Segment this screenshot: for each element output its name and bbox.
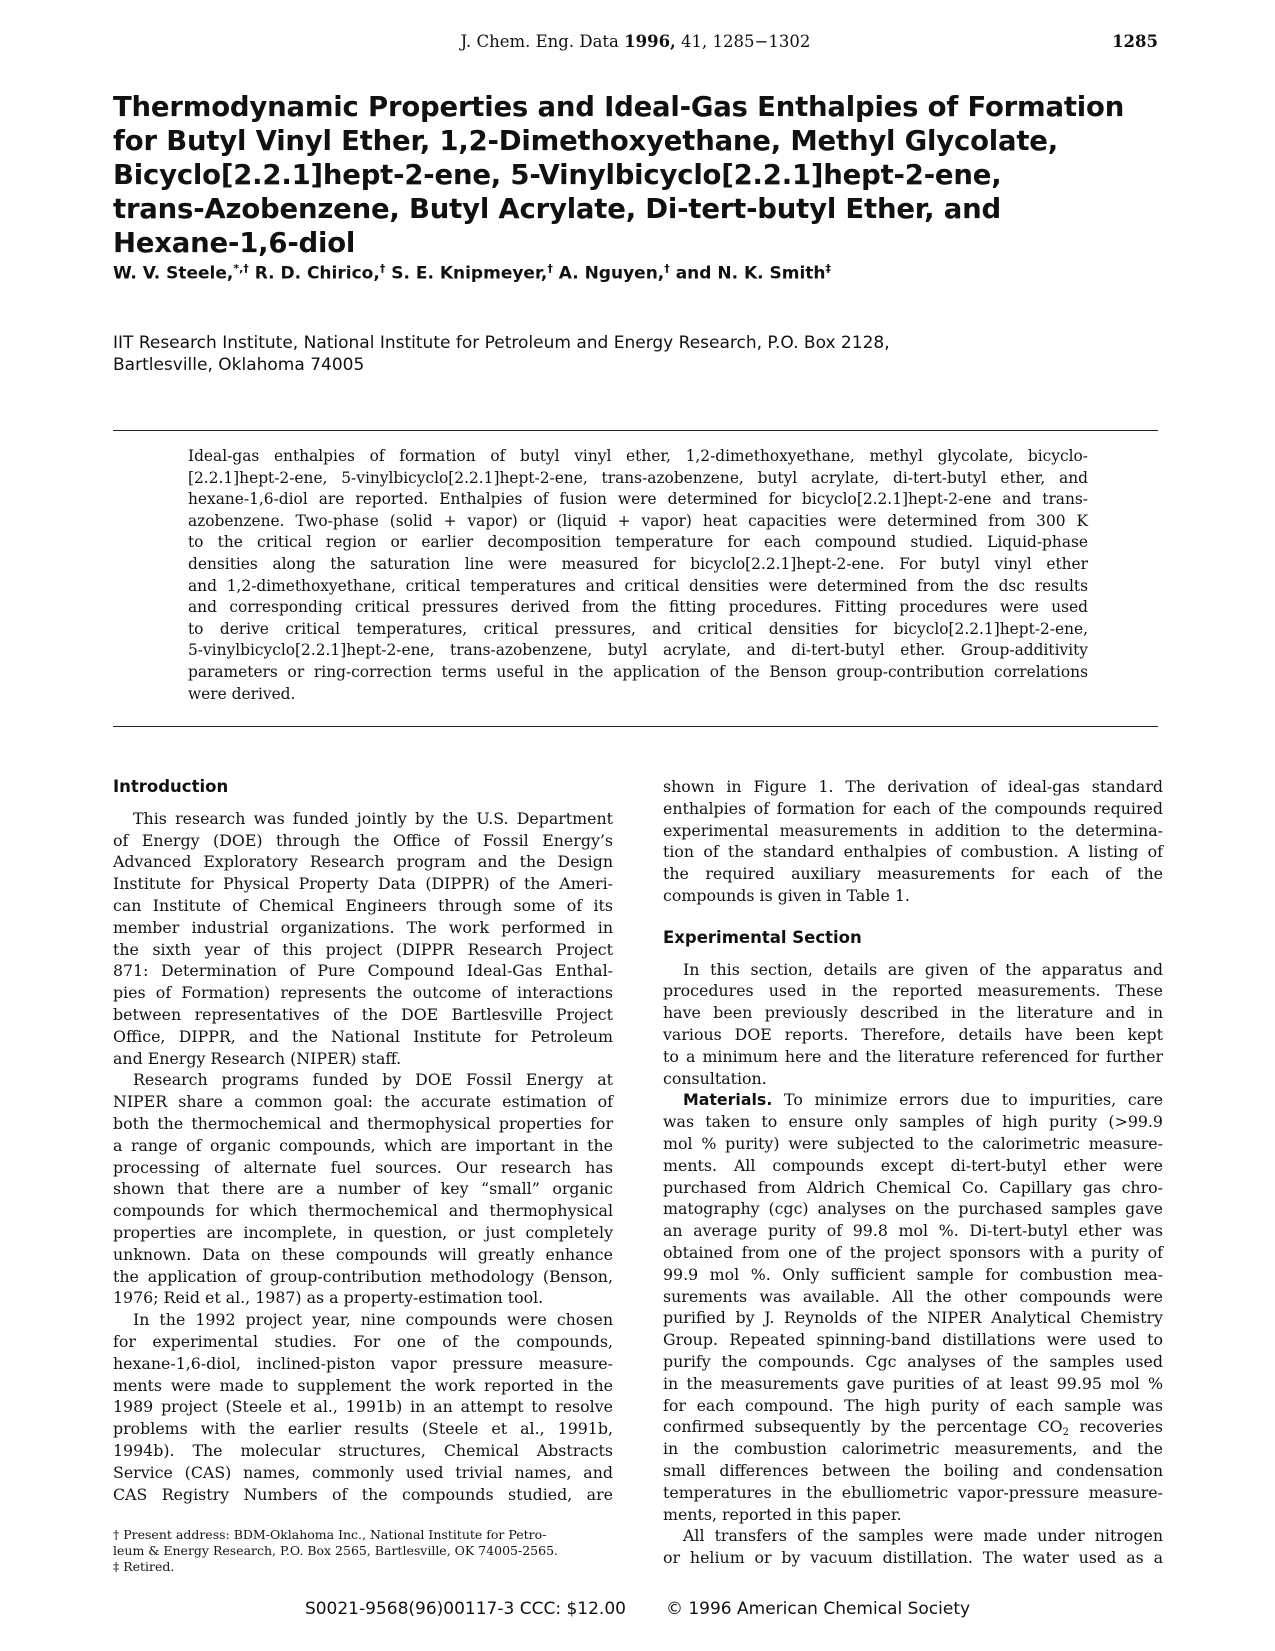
author-mark: † [379, 262, 386, 275]
right-column [663, 776, 1163, 1569]
article-title [113, 90, 1173, 260]
text-line: Institute for Physical Property Data (DIPPR) of the Ameri- [113, 874, 613, 894]
abstract [188, 446, 1088, 705]
text-line [663, 1089, 1163, 1111]
author-mark: † [664, 262, 670, 275]
text-line: matography (cgc) analyses on the purchased samples gave [663, 1199, 1163, 1219]
author-name: A. Nguyen, [558, 263, 665, 284]
affiliation-line: IIT Research Institute, National Institute for Petroleum and Energy Research, P.O. Box 2128, [113, 333, 890, 353]
abstract-line: 5-vinylbicyclo[2.2.1]hept-2-ene, trans-azobenzene, butyl acrylate, and di-tert-butyl ether. Group-additivity [188, 641, 1088, 660]
intro-paragraph-1 [113, 808, 613, 1070]
text-line: purified by J. Reynolds of the NIPER Analytical Chemistry [663, 1308, 1163, 1328]
experimental-heading: Experimental Section [663, 927, 862, 947]
text-line: experimental measurements in addition to the determina- [663, 820, 1163, 840]
text-line: pies of Formation) represents the outcome of interactions [113, 983, 613, 1003]
running-head [113, 32, 1158, 56]
text-line: 871: Determination of Pure Compound Ideal-Gas Enthal- [113, 961, 613, 981]
text-line: Service (CAS) names, commonly used trivial names, and [113, 1462, 613, 1482]
title-line: Bicyclo[2.2.1]hept-2-ene, 5-Vinylbicyclo[2.2.1]hept-2-ene, [113, 159, 1002, 191]
intro-continuation [663, 776, 1163, 907]
abstract-line: hexane-1,6-diol are reported. Enthalpies of fusion were determined for bicyclo[2.2.1]hept-2-ene and trans- [188, 490, 1088, 509]
affiliation [113, 332, 1113, 376]
text-line: to a minimum here and the literature referenced for further [663, 1046, 1163, 1066]
experimental-paragraph [663, 959, 1163, 1090]
author-name: W. V. Steele, [113, 263, 234, 284]
abstract-line: Ideal-gas enthalpies of formation of butyl vinyl ether, 1,2-dimethoxyethane, methyl glycolate, bicyclo- [188, 447, 1088, 465]
abstract-line: and 1,2-dimethoxyethane, critical temperatures and critical densities were determined from the dsc results [188, 576, 1088, 595]
text-line: 1976; Reid et al., 1987) as a property-estimation tool. [113, 1288, 544, 1308]
text-line: In this section, details are given of the apparatus and [683, 959, 1163, 979]
text-line: can Institute of Chemical Engineers through some of its [113, 895, 613, 915]
page-number: 1285 [1112, 32, 1158, 51]
text-line: the required auxiliary measurements for each of the [663, 864, 1163, 884]
text-line: Research programs funded by DOE Fossil Energy at [133, 1070, 613, 1090]
text-line: ments. All compounds except di-tert-butyl ether were [663, 1155, 1163, 1175]
text-line: consultation. [663, 1068, 767, 1088]
title-line: trans-Azobenzene, Butyl Acrylate, Di-tert-butyl Ether, and [113, 193, 1001, 225]
text-line: or helium or by vacuum distillation. The water used as a [663, 1548, 1163, 1568]
author-mark: † [547, 262, 553, 275]
author-name: and N. K. Smith [675, 263, 826, 284]
page-footer [0, 1599, 1275, 1619]
text-line: a range of organic compounds, which are important in the [113, 1135, 613, 1155]
text-line: an average purity of 99.8 mol %. Di-tert-butyl ether was [663, 1221, 1163, 1241]
abstract-line: and corresponding critical pressures derived from the fitting procedures. Fitting procedures were used [188, 598, 1088, 617]
text-line: enthalpies of formation for each of the compounds required [663, 798, 1163, 818]
text-line: temperatures in the ebulliometric vapor-pressure measure- [663, 1482, 1163, 1502]
article-code: S0021-9568(96)00117-3 CCC: $12.00 [304, 1599, 626, 1619]
abstract-line: to the critical region or earlier decomposition temperature for each compound studied. Liquid-phase [188, 533, 1088, 552]
abstract-line: parameters or ring-correction terms useful in the application of the Benson group-contribution correlations [188, 662, 1088, 681]
footnote-line: ‡ Retired. [113, 1559, 175, 1574]
abstract-line: [2.2.1]hept-2-ene, 5-vinylbicyclo[2.2.1]hept-2-ene, trans-azobenzene, butyl acrylate, di-tert-butyl ether, and [188, 468, 1088, 487]
text-line: shown in Figure 1. The derivation of ideal-gas standard [663, 777, 1163, 796]
text-line: for experimental studies. For one of the compounds, [113, 1331, 613, 1351]
text-line: Office, DIPPR, and the National Institute for Petroleum [113, 1026, 613, 1046]
text-line: In the 1992 project year, nine compounds were chosen [133, 1310, 613, 1330]
footnotes [113, 1527, 613, 1575]
text-run: To minimize errors due to impurities, care [784, 1090, 1163, 1110]
text-line: hexane-1,6-diol, inclined-piston vapor pressure measure- [113, 1353, 613, 1373]
text-line: Group. Repeated spinning-band distillations were used to [663, 1330, 1163, 1350]
journal-year: 1996, [624, 32, 676, 51]
text-line: the application of group-contribution methodology (Benson, [113, 1266, 613, 1286]
subscript: 2 [1062, 1427, 1069, 1439]
text-line: in the combustion calorimetric measurements, and the [663, 1439, 1163, 1459]
text-line: All transfers of the samples were made under nitrogen [683, 1526, 1163, 1546]
text-line: various DOE reports. Therefore, details have been kept [663, 1024, 1163, 1044]
text-line: shown that there are a number of key “small” organic [113, 1179, 613, 1199]
text-line: ments were made to supplement the work reported in the [113, 1375, 613, 1395]
transfer-paragraph [663, 1525, 1163, 1569]
text-line: mol % purity) were subjected to the calorimetric measure- [663, 1133, 1163, 1153]
text-line: small differences between the boiling and condensation [663, 1460, 1163, 1480]
volume-pages: 41, 1285−1302 [681, 32, 811, 51]
footnote-line: † Present address: BDM-Oklahoma Inc., National Institute for Petro- [113, 1527, 547, 1542]
text-line: processing of alternate fuel sources. Our research has [113, 1157, 613, 1177]
text-line: problems with the earlier results (Steele et al., 1991b, [113, 1419, 613, 1439]
text-line: 99.9 mol %. Only sufficient sample for combustion mea- [663, 1264, 1163, 1284]
text-line: was taken to ensure only samples of high purity (>99.9 [663, 1112, 1163, 1132]
copyright: © 1996 American Chemical Society [665, 1599, 971, 1619]
text-line: the sixth year of this project (DIPPR Research Project [113, 939, 613, 959]
text-line: This research was funded jointly by the U.S. Department [133, 808, 613, 828]
introduction-heading: Introduction [113, 777, 229, 796]
text-line: NIPER share a common goal: the accurate estimation of [113, 1092, 613, 1112]
author-mark: *,† [233, 262, 249, 275]
footnote-line: leum & Energy Research, P.O. Box 2565, Bartlesville, OK 74005-2565. [113, 1543, 558, 1558]
text-line: 1989 project (Steele et al., 1991b) in an attempt to resolve [113, 1397, 613, 1417]
title-line: Hexane-1,6-diol [113, 227, 356, 259]
affiliation-line: Bartlesville, Oklahoma 74005 [113, 355, 365, 375]
text-line: purchased from Aldrich Chemical Co. Capillary gas chro- [663, 1177, 1163, 1197]
text-line: procedures used in the reported measurements. These [663, 981, 1163, 1001]
text-line: between representatives of the DOE Bartlesville Project [113, 1004, 613, 1024]
materials-run-in-heading: Materials. [683, 1090, 773, 1110]
materials-paragraph [663, 1089, 1163, 1525]
abstract-line: were derived. [188, 684, 296, 703]
text-line: ments, reported in this paper. [663, 1504, 902, 1524]
title-line: Thermodynamic Properties and Ideal-Gas Enthalpies of Formation [113, 91, 1125, 123]
text-line: obtained from one of the project sponsors with a purity of [663, 1242, 1163, 1262]
text-line: for each compound. The high purity of each sample was [663, 1395, 1163, 1415]
author-name: R. D. Chirico, [254, 263, 380, 284]
abstract-line: to derive critical temperatures, critical pressures, and critical densities for bicyclo[2.2.1]hept-2-ene, [188, 619, 1088, 638]
text-line: tion of the standard enthalpies of combustion. A listing of [663, 842, 1163, 862]
text-line: both the thermochemical and thermophysical properties for [113, 1113, 613, 1133]
author-mark: ‡ [825, 262, 832, 275]
author-name: S. E. Knipmeyer, [391, 263, 548, 284]
text-line: of Energy (DOE) through the Office of Fossil Energy’s [113, 830, 613, 850]
journal-name: J. Chem. Eng. Data [460, 32, 619, 51]
text-line: compounds for which thermochemical and thermophysical [113, 1201, 613, 1221]
author-list [113, 262, 831, 284]
abstract-top-rule [113, 430, 1158, 431]
text-line [663, 1416, 1163, 1438]
text-run: confirmed subsequently by the percentage CO [663, 1417, 1063, 1437]
text-line: purify the compounds. Cgc analyses of the samples used [663, 1351, 1163, 1371]
text-line: Advanced Exploratory Research program and the Design [113, 852, 613, 872]
text-run: recoveries [1069, 1417, 1163, 1437]
text-line: surements was available. All the other compounds were [663, 1286, 1163, 1306]
text-line: unknown. Data on these compounds will greatly enhance [113, 1244, 613, 1264]
text-line: compounds is given in Table 1. [663, 885, 910, 905]
abstract-line: densities along the saturation line were measured for bicyclo[2.2.1]hept-2-ene. For butyl vinyl ether [188, 554, 1088, 573]
abstract-line: azobenzene. Two-phase (solid + vapor) or (liquid + vapor) heat capacities were determined from 300 K [188, 511, 1088, 530]
text-line: CAS Registry Numbers of the compounds studied, are [113, 1484, 613, 1504]
section-gap [663, 907, 1163, 927]
text-line: 1994b). The molecular structures, Chemical Abstracts [113, 1440, 613, 1460]
intro-paragraph-3 [113, 1309, 613, 1505]
left-column [113, 776, 613, 1505]
text-line: and Energy Research (NIPER) staff. [113, 1048, 402, 1068]
text-line: properties are incomplete, in question, or just completely [113, 1222, 613, 1242]
intro-paragraph-2 [113, 1069, 613, 1309]
abstract-bottom-rule [113, 726, 1158, 727]
text-line: have been previously described in the literature and in [663, 1003, 1163, 1023]
title-line: for Butyl Vinyl Ether, 1,2-Dimethoxyethane, Methyl Glycolate, [113, 125, 1058, 157]
text-line: member industrial organizations. The work performed in [113, 917, 613, 937]
text-line: in the measurements gave purities of at least 99.95 mol % [663, 1373, 1163, 1393]
